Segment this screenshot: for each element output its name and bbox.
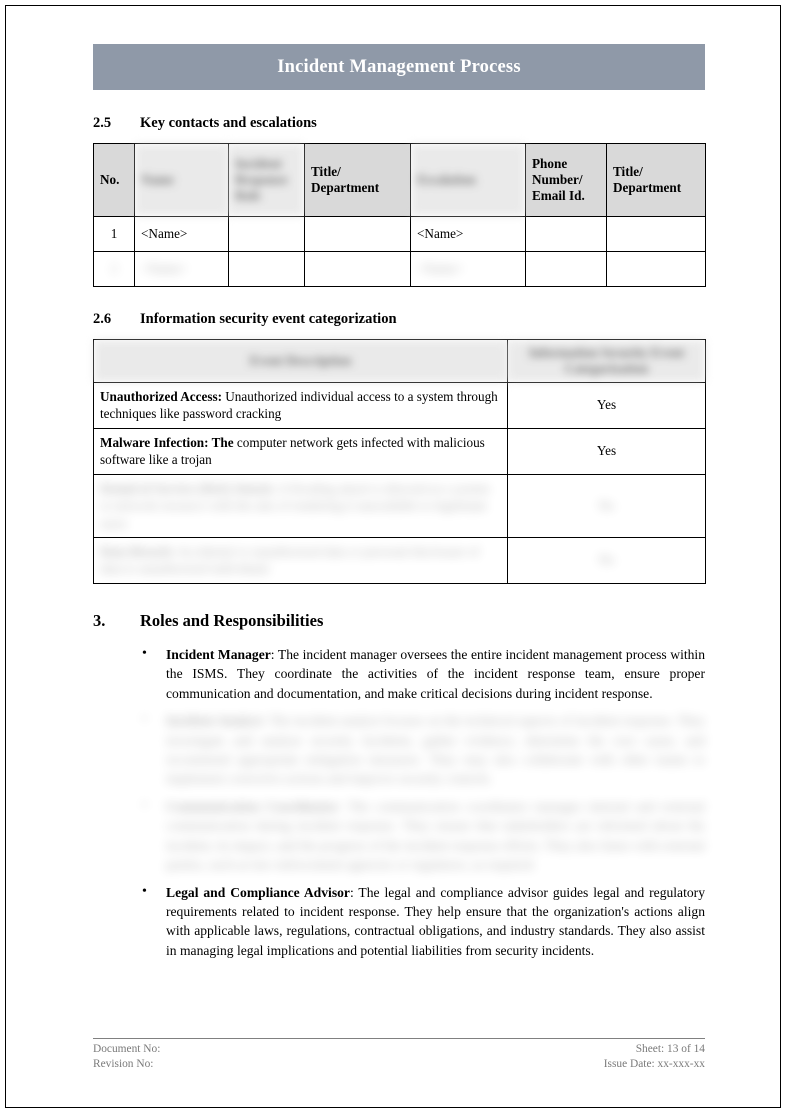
event-text: A flooding attack is directed at a system or network resource with the aim of rendering it unavailable to legitimate users xyxy=(100,480,490,531)
cell-event-description xyxy=(94,428,508,474)
event-label: Denial of Service (DoS) Attack: xyxy=(100,480,276,496)
role-text: : The incident manager oversees the entire incident management process within the ISMS. They coordinate the activities of the incident response team, ensure proper communication and documentation, and make critical decisions during incident response. xyxy=(166,646,705,701)
table-header-row xyxy=(94,340,706,383)
key-contacts-table xyxy=(93,143,706,287)
list-item xyxy=(93,645,705,703)
role-label: Legal and Compliance Advisor xyxy=(166,884,350,900)
col-header-name: Name xyxy=(135,144,229,217)
section-title: Key contacts and escalations xyxy=(140,115,317,131)
list-item xyxy=(93,711,705,789)
cell-no: 1 xyxy=(94,217,135,252)
col-header-event-description: Event Description xyxy=(94,340,508,383)
cell-phone-email xyxy=(526,217,607,252)
cell-title-department-2 xyxy=(607,217,706,252)
table-row xyxy=(94,537,706,583)
footer-row-1 xyxy=(93,1042,705,1057)
cell-role xyxy=(229,217,305,252)
table-header-row xyxy=(94,144,706,217)
col-header-title-department-2: Title/ Department xyxy=(607,144,706,217)
col-header-incident-response-role: Incident Response Role xyxy=(229,144,305,217)
section-title: Information security event categorization xyxy=(140,311,397,327)
sheet-number: Sheet: 13 of 14 xyxy=(635,1043,705,1055)
col-header-escalation: Escalation xyxy=(411,144,526,217)
cell-title-department-1 xyxy=(305,217,411,252)
col-header-title-department-1: Title/ Department xyxy=(305,144,411,217)
cell-categorization-flag: Yes xyxy=(508,383,706,429)
document-title-banner xyxy=(93,44,705,90)
section-heading-roles xyxy=(93,611,705,631)
issue-date: Issue Date: xx-xxx-xx xyxy=(603,1058,705,1071)
cell-categorization-flag: No xyxy=(508,537,706,583)
role-label: Incident Analyst xyxy=(166,713,262,729)
cell-role xyxy=(229,252,305,287)
section-number: 2.5 xyxy=(93,115,112,131)
cell-categorization-flag: No xyxy=(508,474,706,537)
role-label: Communication Coordinator xyxy=(166,798,339,814)
col-header-phone-email: Phone Number/ Email Id. xyxy=(526,144,607,217)
role-label: Incident Manager xyxy=(166,646,271,662)
event-text: Unauthorized individual access to a system through techniques like password cracking xyxy=(100,389,498,422)
document-no-label: Document No: xyxy=(93,1043,161,1055)
footer-row-2 xyxy=(93,1057,705,1072)
page-footer xyxy=(93,1038,705,1073)
section-number: 3. xyxy=(93,610,106,630)
roles-list xyxy=(93,645,705,961)
col-header-event-categorization: Information Security Event Categorization xyxy=(508,340,706,383)
cell-event-description xyxy=(94,537,508,583)
cell-event-description xyxy=(94,383,508,429)
cell-name: <Name> xyxy=(135,252,229,287)
table-row xyxy=(94,217,706,252)
cell-escalation: <Name> xyxy=(411,252,526,287)
cell-phone-email xyxy=(526,252,607,287)
section-title: Roles and Responsibilities xyxy=(140,610,324,630)
table-row xyxy=(94,252,706,287)
event-text: Accidental or unauthorized data or personal disclosure of data to unauthorized individuals xyxy=(100,543,480,577)
cell-event-description xyxy=(94,474,508,537)
event-label: Data Breach: xyxy=(100,543,175,559)
cell-title-department-1 xyxy=(305,252,411,287)
event-text: computer network gets infected with malicious software like a trojan xyxy=(100,434,485,468)
table-row xyxy=(94,474,706,537)
page-content xyxy=(93,0,705,968)
section-heading-event-categorization xyxy=(93,311,705,328)
cell-escalation: <Name> xyxy=(411,217,526,252)
role-text: : The incident analyst focuses on the technical aspects of incident response. They investigate and analyse security incidents, gather evidence, determine the root cause, and recommend appropriate mitigation measures. They may also collaborate with other teams to implement corrective actions and improve security controls. xyxy=(166,713,705,787)
list-item xyxy=(93,883,705,961)
col-header-no: No. xyxy=(94,144,135,217)
event-label: Unauthorized Access: xyxy=(100,389,222,404)
event-categorization-table xyxy=(93,339,706,584)
cell-no: 2 xyxy=(94,252,135,287)
table-row xyxy=(94,428,706,474)
cell-name: <Name> xyxy=(135,217,229,252)
role-text: : The communication coordinator manages internal and external communication during incident response. They ensure that stakeholders are informed about the incident, its impact, and the progress of the incident response efforts. They also liaise with external parties, such as law enforcement agencies or regulators, as required. xyxy=(166,798,706,873)
table-row xyxy=(94,383,706,429)
list-item xyxy=(93,797,705,875)
section-number: 2.6 xyxy=(93,311,112,327)
section-heading-key-contacts xyxy=(93,115,705,132)
page-title: Incident Management Process xyxy=(277,56,521,77)
revision-no-label: Revision No: xyxy=(93,1058,154,1071)
role-text: : The legal and compliance advisor guides legal and regulatory requirements related to incident response. They help ensure that the organization's actions align with applicable laws, regulations, contractual obligations, and industry standards. They also assist in managing legal implications and potential liabilities from security incidents. xyxy=(166,884,705,958)
cell-title-department-2 xyxy=(607,252,706,287)
event-label: Malware Infection: The xyxy=(100,434,234,450)
cell-categorization-flag: Yes xyxy=(508,428,706,474)
